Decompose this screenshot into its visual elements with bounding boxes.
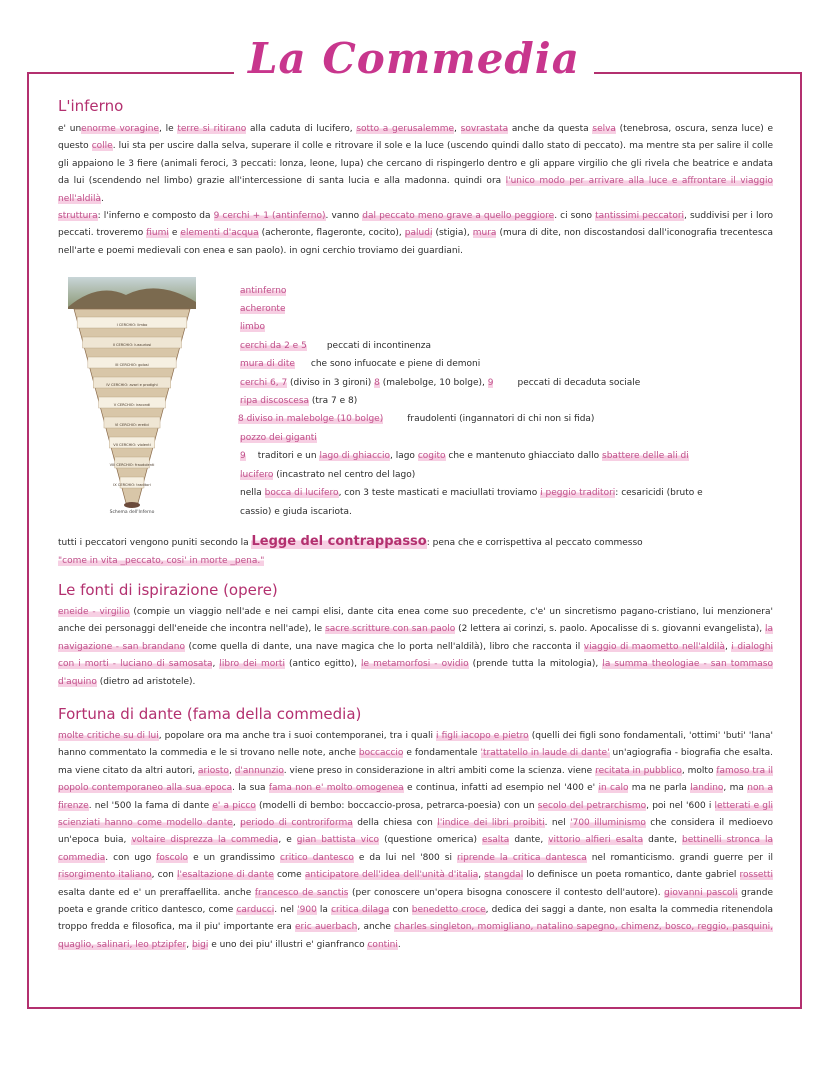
struct-antinferno: antinferno	[240, 286, 287, 296]
struct-bocca: nella bocca di lucifero, con 3 teste masticati e maciullati troviamo i peggio traditori: cesaricidi (bruto e	[240, 488, 703, 498]
fortuna-heading: Fortuna di dante (fama della commedia)	[58, 705, 362, 723]
struct-lucifero: lucifero (incastrato nel centro del lago)	[240, 470, 416, 480]
ring-label: I CERCHIO: limbo	[116, 323, 148, 327]
inferno-diagram	[68, 277, 196, 515]
page-title: La Commedia	[0, 34, 828, 83]
ring-label: II CERCHIO: lussuriosi	[112, 343, 152, 347]
struct-cerchi-2-5: cerchi da 2 e 5 peccati di incontinenza	[240, 341, 432, 351]
contrappasso-term: Legge del contrappasso	[251, 534, 427, 549]
lucifer-pit	[124, 502, 140, 508]
fonti-paragraph: eneide - virgilio (compie un viaggio nell'ade e nei campi elisi, dante cita enea come suo precedente, c'e' un sincretismo pagano-cristiano, lui menzionera' anche dei personaggi dell'eneide che incontra nell'ade), le sacre scritture con san paolo (2 lettera ai corinzi, s. paolo. Apocalisse di s. giovanni evangelista), la navigazione - san brandano (come quella di dante, una nave magica che lo porta nell'aldilà), libro che racconta il viaggio di maometto nell'aldilà, i dialoghi con i morti - luciano di samosata, libro dei morti (antico egitto), le metamorfosi - ovidio (prende tutta la mitologia), la summa theologiae - san tommaso d'aquino (dietro ad aristotele).	[58, 607, 773, 687]
struct-pozzo: pozzo dei giganti	[240, 433, 317, 443]
ring-label: VII CERCHIO: violenti	[113, 443, 151, 447]
ring-label: VIII CERCHIO: fraudolenti	[109, 463, 155, 467]
contrappasso-motto: "come in vita _peccato, cosi' in morte _pena."	[58, 556, 265, 566]
contrappasso-line: tutti i peccatori vengono puniti secondo la Legge del contrappasso: pena che e corrispettiva al peccato commesso	[58, 534, 643, 549]
struct-limbo: limbo	[240, 322, 265, 332]
struct-ripa: ripa discoscesa (tra 7 e 8)	[240, 396, 358, 406]
ring-label: III CERCHIO: golosi	[115, 363, 149, 367]
diagram-caption: Schema dell'Inferno	[109, 510, 155, 515]
struct-malebolge: 8 diviso in malebolge (10 bolge) fraudolenti (ingannatori di chi non si fida)	[238, 414, 595, 424]
inferno-heading: L'inferno	[58, 97, 124, 115]
inferno-paragraph: e' unenorme voragine, le terre si ritirano alla caduta di lucifero, sotto a gerusalemme, sovrastata anche da questa selva (tenebrosa, oscura, senza luce) e questo colle. lui sta per uscire dalla selva, superare il colle e ritrovare il sole e la luce (uscendo quindi dallo stato di peccato). ma mentre sta per salire il colle gli appaiono le 3 fiere (animali feroci, 3 peccati: lonza, leone, lupa) che cercano di rispingerlo dentro e gli appare virgilio che gli rivela che beatrice e andata da lui (scendendo nel limbo) grazie all'intercessione di santa lucia e alla madonna. quindi ora l'unico modo per arrivare alla luce e affrontare il viaggio nell'aldilà. struttura: l'inferno e composto da 9 cerchi + 1 (antinferno). vanno dal peccato meno grave a quello peggiore. ci sono tantissimi peccatori, suddivisi per i loro peccati. troveremo fiumi e elementi d'acqua (acheronte, flageronte, cocito), paludi (stigia), mura (mura di dite, non discostandosi dall'iconografia trecentesca nell'arte e poemi medievali con enea e san paolo). in ogni cerchio troviamo dei guardiani.	[58, 124, 774, 256]
struct-giuda: cassio) e giuda iscariota.	[240, 507, 352, 517]
fonti-heading: Le fonti di ispirazione (opere)	[58, 581, 278, 599]
struct-cerchio-9: 9 traditori e un lago di ghiaccio, lago cogito che e mantenuto ghiacciato dallo sbattere delle ali di	[240, 451, 689, 461]
ring-label: VI CERCHIO: eretici	[114, 423, 150, 427]
cone-rings	[77, 317, 187, 488]
inferno-cone-illustration	[68, 277, 196, 515]
struct-cerchi-6-9: cerchi 6, 7 (diviso in 3 gironi) 8 (malebolge, 10 bolge), 9 peccati di decaduta sociale	[240, 378, 641, 388]
struct-acheronte: acheronte	[240, 304, 286, 314]
fortuna-paragraph: molte critiche su di lui, popolare ora ma anche tra i suoi contemporanei, tra i quali i figli iacopo e pietro (quelli dei figli sono fondamentali, 'ottimi' 'buti' 'lana' hanno commentato la commedia e le si trovano nelle note, anche boccaccio e fondamentale 'trattatello in laude di dante' un'agiografia - biografia che esalta. ma viene citato da altri autori, ariosto, d'annunzio. viene preso in considerazione in altri ambiti come la scienza. viene recitata in pubblico, molto famoso tra il popolo contemporaneo alla sua epoca. la sua fama non e' molto omogenea e continua, infatti ad esempio nel '400 e' in calo ma ne parla landino, ma non a firenze. nel '500 la fama di dante e' a picco (modelli di bembo: boccaccio-prosa, petrarca-poesia) con un secolo del petrarchismo, poi nel '600 i letterati e gli scienziati hanno come modello dante, periodo di controriforma della chiesa con l'indice dei libri proibiti. nel '700 illuminismo che considera il medioevo un'epoca buia, voltaire disprezza la commedia, e gian battista vico (questione omerica) esalta dante, vittorio alfieri esalta dante, bettinelli stronca la commedia. con ugo foscolo e un grandissimo critico dantesco e da lui nel '800 si riprende la critica dantesca nel romanticismo. grandi guerre per il risorgimento italiano, con l'esaltazione di dante come anticipatore dell'idea dell'unità d'italia, stangdal lo definisce un poeta romantico, dante gabriel rossetti esalta dante ed e' un preraffaellita. anche francesco de sanctis (per conoscere un'opera bisogna conoscere il contesto dell'autore). giovanni pascoli grande poeta e grande critico dantesco, come carducci. nel '900 la critica dilaga con benedetto croce, dedica dei saggi a dante, non esalta la commedia ritenendola troppo fredda e filosofica, ma il piu' importante era eric auerbach, anche charles singleton, momigliano, natalino sapegno, chimenz, bosco, reggio, pasquini, quaglio, salinari, leo ptzipfer, bigi e uno dei piu' illustri e' gianfranco contini.	[58, 731, 774, 950]
ring-label: IV CERCHIO: avari e prodighi	[106, 383, 158, 387]
struct-mura-dite: mura di dite che sono infuocate e piene di demoni	[240, 359, 481, 369]
ring-label: V CERCHIO: iracondi	[113, 403, 151, 407]
ring-label: IX CERCHIO: traditori	[113, 483, 151, 487]
